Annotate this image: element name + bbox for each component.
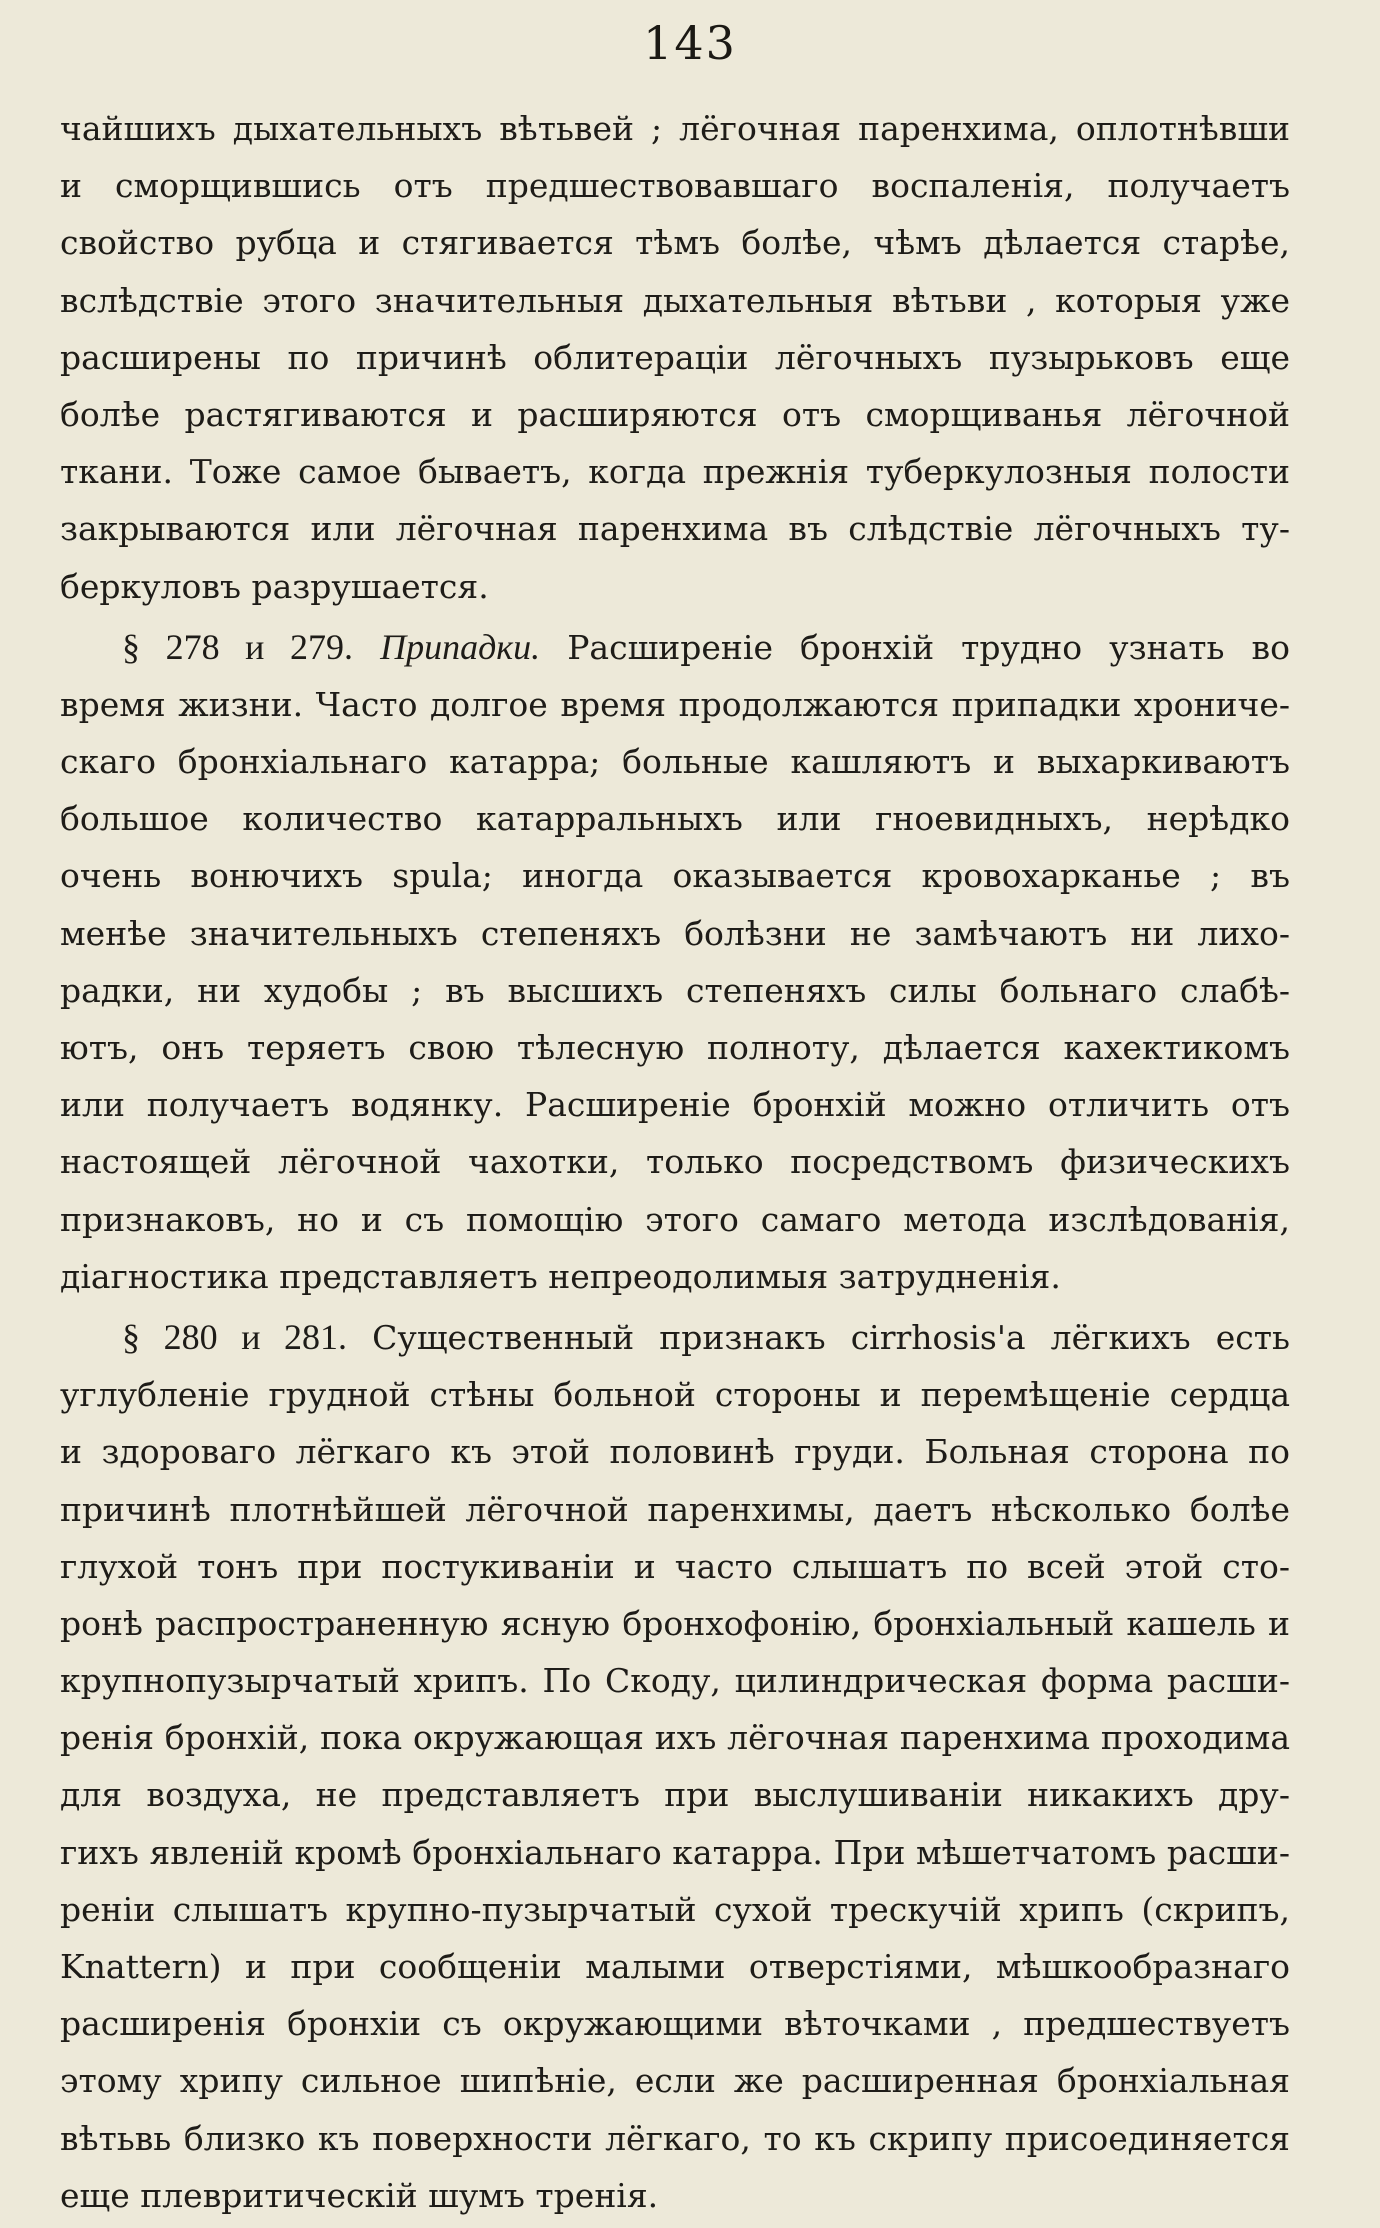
paragraph-continuation xyxy=(60,100,1290,615)
text-line: очень вонючихъ spula; иногда оказывается кровохарканье ; въ xyxy=(60,856,1290,896)
text-span: Расширеніе бронхій трудно узнать во xyxy=(567,627,1290,667)
text-line: Knattern) и при сообщеніи малыми отверстіями, мѣшкообразнаго xyxy=(60,1947,1290,1986)
text-line: еще плевритическій шумъ тренія. xyxy=(60,2175,659,2215)
text-line: большое количество катарральныхъ или гноевидныхъ, нерѣдко xyxy=(60,799,1290,839)
text-line: и здороваго лёгкаго къ этой половинѣ груди. Больная сторона по xyxy=(60,1432,1290,1472)
text-line: расширены по причинѣ облитераціи лёгочныхъ пузырьковъ еще xyxy=(60,337,1290,377)
text-line: или получаетъ водянку. Расширеніе бронхій можно отличить отъ xyxy=(60,1085,1290,1125)
section-number: § 280 и 281. xyxy=(122,1316,348,1357)
text-line: радки, ни худобы ; въ высшихъ степеняхъ силы больнаго слабѣ- xyxy=(60,970,1290,1010)
text-line: настоящей лёгочной чахотки, только посредствомъ физическихъ xyxy=(60,1142,1290,1182)
body-text xyxy=(60,100,1290,2228)
section-number: § 278 и 279. xyxy=(122,626,353,667)
text-line: скаго бронхіальнаго катарра; больные кашляютъ и выхаркиваютъ xyxy=(60,742,1290,782)
text-line: закрываются или лёгочная паренхима въ слѣдствіе лёгочныхъ ту- xyxy=(60,509,1290,549)
text-line: глухой тонъ при постукиваніи и часто слышатъ по всей этой сто- xyxy=(60,1546,1290,1586)
text-line: діагностика представляетъ непреодолимыя затрудненія. xyxy=(60,1256,1061,1296)
section-first-line xyxy=(60,619,1290,676)
text-line: вслѣдствіе этого значительныя дыхательныя вѣтьви , которыя уже xyxy=(60,280,1290,320)
text-line: беркуловъ разрушается. xyxy=(60,566,489,606)
text-line: причинѣ плотнѣйшей лёгочной паренхимы, даетъ нѣсколько болѣе xyxy=(60,1489,1290,1529)
text-line: ютъ, онъ теряетъ свою тѣлесную полноту, дѣлается кахектикомъ xyxy=(60,1028,1290,1067)
text-line: и сморщившись отъ предшествовавшаго воспаленія, получаетъ xyxy=(60,166,1290,206)
text-line: болѣе растягиваются и расширяются отъ сморщиванья лёгочной xyxy=(60,394,1290,434)
section-first-line xyxy=(60,1309,1290,1366)
text-line: для воздуха, не представляетъ при выслушиваніи никакихъ дру- xyxy=(60,1775,1290,1815)
paragraph-section-280 xyxy=(60,1309,1290,2224)
text-line: чайшихъ дыхательныхъ вѣтьвей ; лёгочная паренхима, оплотнѣвши xyxy=(60,109,1290,148)
text-line: ренія бронхій, пока окружающая ихъ лёгочная паренхима проходима xyxy=(60,1718,1290,1758)
text-line: свойство рубца и стягивается тѣмъ болѣе, чѣмъ дѣлается старѣе, xyxy=(60,223,1290,263)
text-line: ткани. Тоже самое бываетъ, когда прежнія туберкулозныя полости xyxy=(60,452,1290,492)
text-line: крупнопузырчатый хрипъ. По Скоду, цилиндрическая форма расши- xyxy=(60,1661,1290,1701)
text-line: менѣе значительныхъ степеняхъ болѣзни не замѣчаютъ ни лихо- xyxy=(60,913,1290,953)
text-line: реніи слышатъ крупно-пузырчатый сухой трескучій хрипъ (скрипъ, xyxy=(60,1889,1290,1929)
text-line: признаковъ, но и съ помощію этого самаго метода изслѣдованія, xyxy=(60,1199,1290,1239)
text-line: углубленіе грудной стѣны больной стороны и перемѣщеніе сердца xyxy=(60,1375,1290,1415)
text-span: Существенный признакъ cirrhosis'а лёгкихъ есть xyxy=(372,1317,1290,1357)
text-line: вѣтьвь близко къ поверхности лёгкаго, то къ скрипу присоединяется xyxy=(60,2118,1290,2158)
paragraph-section-278 xyxy=(60,619,1290,1305)
page-number: 143 xyxy=(643,16,737,70)
text-line: расширенія бронхіи съ окружающими вѣточками , предшествуетъ xyxy=(60,2004,1290,2044)
text-line: ронѣ распространенную ясную бронхофонію, бронхіальный кашель и xyxy=(60,1603,1290,1643)
text-line: этому хрипу сильное шипѣніе, если же расширенная бронхіальная xyxy=(60,2061,1290,2101)
section-heading: Припадки. xyxy=(380,626,541,667)
text-line: гихъ явленій кромѣ бронхіальнаго катарра. При мѣшетчатомъ расши- xyxy=(60,1832,1290,1872)
text-line: время жизни. Часто долгое время продолжаются припадки хрониче- xyxy=(60,684,1290,724)
